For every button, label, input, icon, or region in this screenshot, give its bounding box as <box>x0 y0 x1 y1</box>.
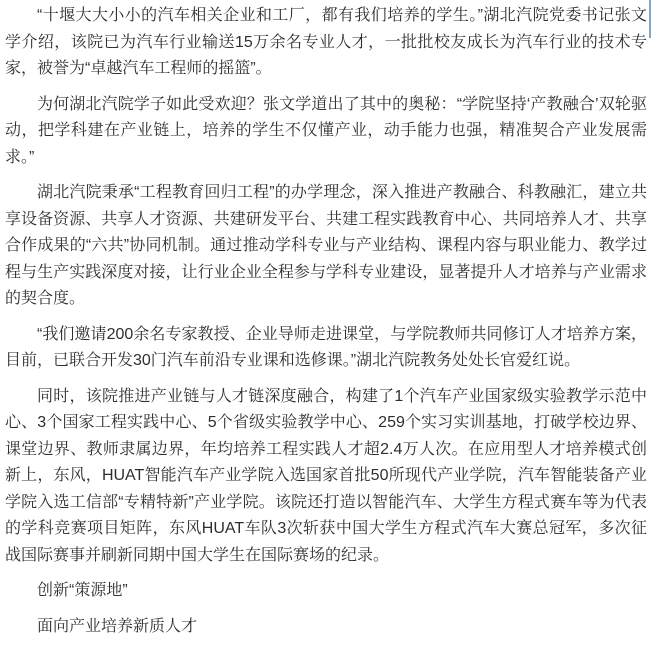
subheading-line: 创新“策源地” <box>37 582 128 599</box>
subheading-line: 面向产业培养新质人才 <box>37 617 198 635</box>
paragraph: 湖北汽院秉承“工程教育回归工程”的办学理念，深入推进产教融合、科教融汇，建立共享设备资源、共享人才资源、共建研发平台、共建工程实践教育中心、共同培养人才、共享合作成果的“六共”协同机制。通过推动学科专业与产业结构、课程内容与职业能力、教学过程与生产实践深度对接，让行业企业全程参与学科专业建设，显著提升人才培养与产业需求的契合度。 <box>5 184 647 307</box>
paragraph: “十堰大大小小的汽车相关企业和工厂，都有我们培养的学生。”湖北汽院党委书记张文学介绍，该院已为汽车行业输送15万余名专业人才，一批批校友成长为汽车行业的技术专家，被誉为“卓越汽车工程师的摇篮”。 <box>5 7 647 77</box>
scrollbar-fragment <box>649 0 651 38</box>
paragraph: 为何湖北汽院学子如此受欢迎？张文学道出了其中的奥秘：“学院坚持‘产教融合’双轮驱动，把学科建在产业链上，培养的学生不仅懂产业，动手能力也强，精准契合产业发展需求。” <box>5 95 647 166</box>
paragraph: “我们邀请200余名专家教授、企业导师走进课堂，与学院教师共同修订人才培养方案，目前，已联合开发30门汽车前沿专业课和选修课。”湖北汽院教务处处长官爱红说。 <box>5 325 647 369</box>
paragraph: 同时，该院推进产业链与人才链深度融合，构建了1个汽车产业国家级实验教学示范中心、3个国家工程实践中心、5个省级实验教学中心、259个实习实训基地，打破学校边界、课堂边界、教师隶属边界，年均培养工程实践人才超2.4万人次。在应用型人才培养模式创新上，东风，HUAT智能汽车产业学院入选国家首批50所现代产业学院，汽车智能装备产业学院入选工信部“专精特新”产业学院。该院还打造以智能汽车、大学生方程式赛车等为代表的学科竞赛项目矩阵，东风HUAT车队3次斩获中国大学生方程式汽车大赛总冠军，多次征战国际赛事并刷新同期中国大学生在国际赛场的纪录。 <box>5 387 647 564</box>
